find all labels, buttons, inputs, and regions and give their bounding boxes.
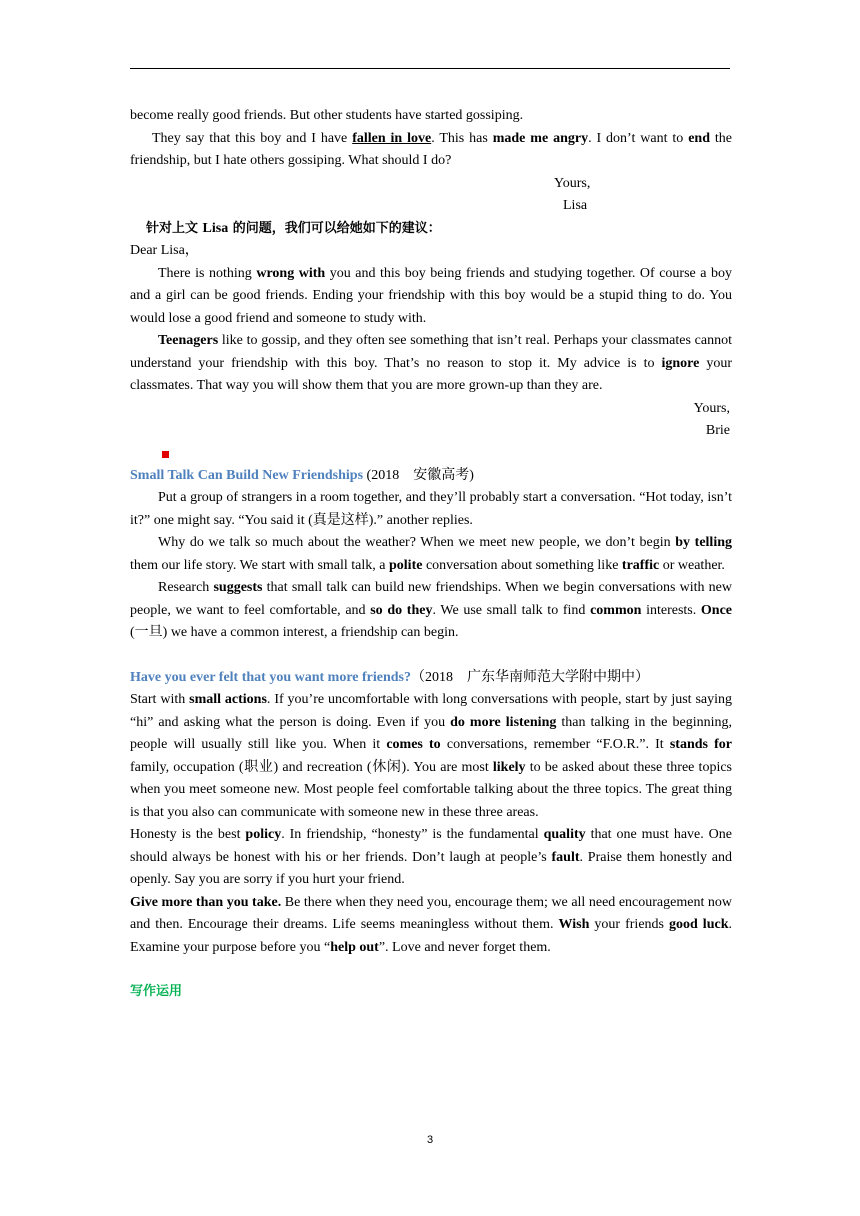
header-rule (130, 68, 730, 69)
letter-paragraph-2: They say that this boy and I have fallen in love. This has made me angry. I don’t want to end the friendship, but I hate others gossiping. What should I do? (130, 130, 732, 168)
bold-phrase: fallen in love (352, 130, 432, 146)
article1-paragraph-2: Why do we talk so much about the weather? When we meet new people, we don’t begin by telling them our life story. We start with small talk, a polite conversation about something like traffic or weather. (130, 535, 732, 573)
bold-phrase: likely (492, 759, 526, 775)
bold-phrase: stands for (669, 737, 732, 752)
spacer (130, 645, 732, 667)
article1-title: Small Talk Can Build New Friendships (130, 467, 364, 483)
article2-source: （2018 广东华南师范大学附中期中） (411, 669, 649, 685)
bold-phrase: by telling (675, 535, 732, 550)
letter-paragraph-1: become really good friends. But other students have started gossiping. (130, 108, 524, 123)
page-content (130, 105, 732, 1004)
bold-phrase: policy (245, 827, 282, 842)
bold-phrase: Teenagers (158, 333, 219, 348)
bold-phrase: traffic (621, 557, 660, 573)
bold-phrase: do more listening (450, 714, 557, 730)
reply-signature: Brie (705, 423, 730, 438)
bold-phrase: quality (543, 827, 586, 842)
section-heading: 写作运用 (130, 984, 183, 999)
bold-phrase: so do they (370, 602, 433, 618)
bold-phrase: made me angry (492, 130, 589, 146)
bold-phrase: end (688, 130, 710, 146)
reply-greeting: Dear Lisa， (130, 243, 199, 258)
reply-closing: Yours, (693, 400, 730, 416)
article1-paragraph-3: Research suggests that small talk can build new friendships. When we begin conversations with new people, we want to feel comfortable, and so do they. We use small talk to find common interests. Once (一旦) we have a common interest, a friendship can begin. (130, 580, 733, 640)
letter-signature: Lisa (563, 198, 588, 213)
reply-paragraph-1: There is nothing wrong with you and this boy being friends and studying together. Of course a boy and a girl can be good friends. Ending your friendship with this boy would be a stupid thing to do. You would lose a good friend and someone to study with. (130, 265, 733, 326)
bold-phrase: wrong with (256, 265, 326, 281)
red-square-bullet-icon (162, 451, 169, 458)
bold-phrase: polite (389, 557, 423, 573)
spacer (130, 959, 732, 981)
article2-paragraph-3: Give more than you take. Be there when they need you, encourage them; we all need encouragement now and then. Encourage their dreams. Life seems meaningless without them. Wish your friends good luck. Examine your purpose before you “help out”. Love and never forget them. (130, 894, 733, 955)
bold-phrase: Once (700, 602, 732, 618)
bold-phrase: common (590, 602, 642, 618)
bold-phrase: help out (330, 939, 379, 955)
bold-phrase: fault (551, 849, 580, 865)
bold-phrase: suggests (213, 580, 263, 595)
bold-phrase: ignore (661, 355, 700, 371)
bold-phrase: good luck (669, 917, 729, 932)
bold-phrase: comes to (386, 737, 441, 752)
bold-phrase: Wish (558, 917, 590, 932)
article2-paragraph-2: Honesty is the best policy. In friendship, “honesty” is the fundamental quality that one must have. One should always be honest with his or her friends. Don’t laugh at people’s fault. Praise them honestly and openly. Say you are sorry if you hurt your friend. (130, 827, 733, 887)
article1-paragraph-1: Put a group of strangers in a room together, and they’ll probably start a conversation. “Hot today, isn’t it?” one might say. “You said it (真是这样).” another replies. (130, 490, 732, 528)
article1-heading (130, 465, 732, 488)
bold-phrase: Give more than you take. (130, 894, 282, 910)
letter-closing: Yours, (554, 175, 591, 191)
article2-title: Have you ever felt that you want more friends? (130, 669, 411, 685)
article1-source: (2018 安徽高考) (363, 467, 474, 483)
article2-paragraph-1: Start with small actions. If you’re uncomfortable with long conversations with people, start by just saying “hi” and asking what the person is doing. Even if you do more listening than talking in the beginning, people will usually still like you. When it comes to conversations, remember “F.O.R.”. It stands for family, occupation (职业) and recreation (休闲). You are most likely to be asked about these three topics when you meet someone new. Most people feel comfortable talking about the three topics. The great thing is that you also can communicate with someone new in these three areas. (130, 692, 732, 820)
page-number: 3 (426, 1134, 434, 1146)
bold-phrase: small actions (189, 692, 267, 707)
advice-intro: 针对上文 Lisa 的问题，我们可以给她如下的建议： (146, 220, 441, 236)
article2-heading (130, 667, 732, 690)
reply-paragraph-2: Teenagers like to gossip, and they often see something that isn’t real. Perhaps your classmates cannot understand your friendship with this boy. That’s no reason to stop it. My advice is to ignore your classmates. That way you will show them that you are more grown-up than they are. (130, 333, 732, 393)
